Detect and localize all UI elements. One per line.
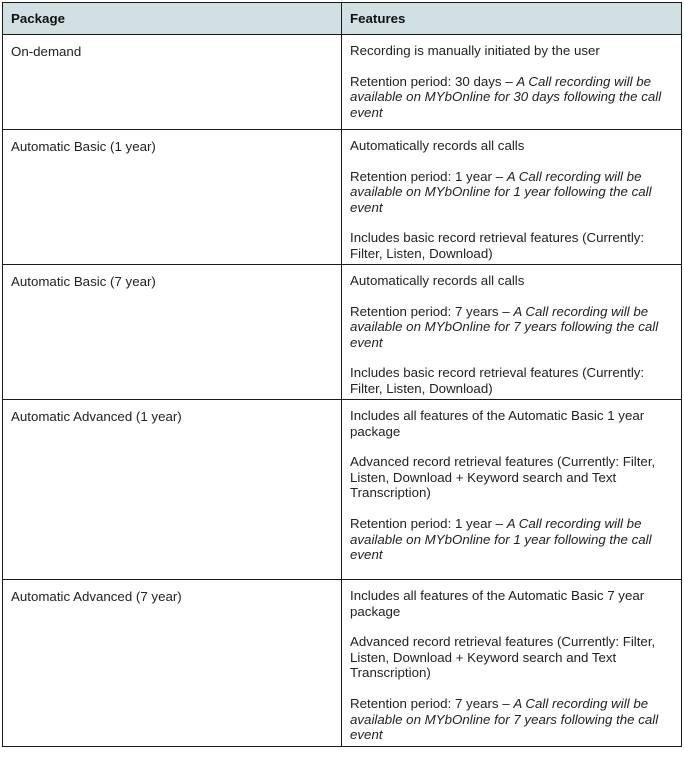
feature-item xyxy=(350,273,673,289)
feature-item xyxy=(350,138,673,154)
package-cell: Automatic Basic (1 year) xyxy=(3,130,342,265)
header-features: Features xyxy=(342,3,682,35)
feature-item xyxy=(350,230,673,261)
header-package: Package xyxy=(3,3,342,35)
table-row xyxy=(3,580,682,747)
feature-text: Automatically records all calls xyxy=(350,138,525,153)
feature-text: Advanced record retrieval features (Currently: Filter, Listen, Download + Keyword search and Text Transcription) xyxy=(350,454,656,501)
feature-text: Retention period: 1 year – xyxy=(350,515,507,531)
feature-item xyxy=(350,408,673,439)
feature-text: Retention period: 1 year – xyxy=(350,168,507,184)
feature-text: Retention period: 7 years – xyxy=(350,303,514,319)
feature-note: A Call recording will be available on MYbOnline for 1 year following the call event xyxy=(350,168,652,215)
package-cell: On-demand xyxy=(3,35,342,130)
packages-table xyxy=(2,2,682,747)
feature-text: Retention period: 7 years – xyxy=(350,695,514,711)
features-cell xyxy=(342,580,682,747)
features-cell xyxy=(342,35,682,130)
feature-note: A Call recording will be available on MYbOnline for 1 year following the call event xyxy=(350,515,652,563)
feature-text: Retention period: 30 days – xyxy=(350,73,517,89)
package-cell: Automatic Basic (7 year) xyxy=(3,265,342,400)
table-row xyxy=(3,35,682,130)
feature-item xyxy=(350,169,673,216)
table-row xyxy=(3,130,682,265)
feature-text: Includes basic record retrieval features (Currently: Filter, Listen, Download) xyxy=(350,230,645,261)
feature-item xyxy=(350,516,673,563)
package-cell: Automatic Advanced (7 year) xyxy=(3,580,342,747)
package-cell: Automatic Advanced (1 year) xyxy=(3,400,342,580)
feature-text: Recording is manually initiated by the user xyxy=(350,43,600,58)
feature-item xyxy=(350,43,673,59)
feature-text: Includes all features of the Automatic Basic 1 year package xyxy=(350,408,645,439)
feature-text: Advanced record retrieval features (Currently: Filter, Listen, Download + Keyword search and Text Transcription) xyxy=(350,634,656,681)
feature-text: Includes basic record retrieval features (Currently: Filter, Listen, Download) xyxy=(350,365,645,396)
features-cell xyxy=(342,265,682,400)
feature-item xyxy=(350,304,673,351)
feature-note: A Call recording will be available on MYbOnline for 30 days following the call event xyxy=(350,73,662,120)
table-row xyxy=(3,265,682,400)
feature-item xyxy=(350,588,673,619)
feature-text: Automatically records all calls xyxy=(350,273,525,288)
feature-note: A Call recording will be available on MYbOnline for 7 years following the call event xyxy=(350,695,659,743)
feature-item xyxy=(350,365,673,396)
feature-item xyxy=(350,696,673,743)
feature-item xyxy=(350,74,673,121)
feature-item xyxy=(350,634,673,681)
header-row xyxy=(3,3,682,35)
features-cell xyxy=(342,400,682,580)
feature-item xyxy=(350,454,673,501)
feature-note: A Call recording will be available on MYbOnline for 7 years following the call event xyxy=(350,303,659,350)
feature-text: Includes all features of the Automatic Basic 7 year package xyxy=(350,588,645,619)
table-row xyxy=(3,400,682,580)
features-cell xyxy=(342,130,682,265)
